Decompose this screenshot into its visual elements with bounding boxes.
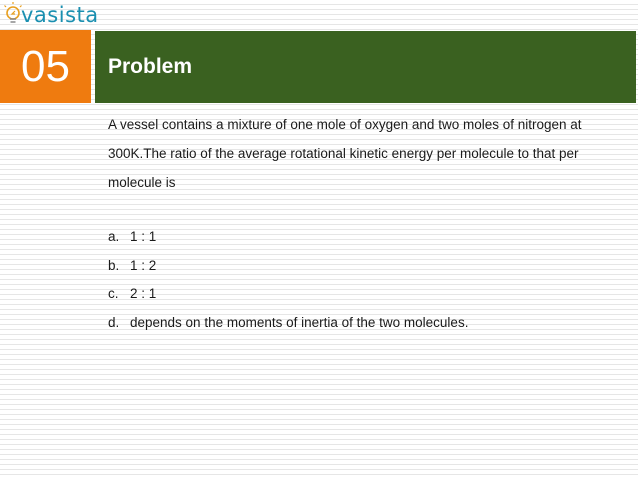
option-label: b.	[108, 257, 120, 273]
section-title-bar	[95, 31, 636, 103]
option-text: 2 : 1	[130, 286, 157, 301]
option-d	[108, 309, 623, 338]
option-text: 1 : 2	[130, 257, 157, 273]
option-a	[108, 223, 623, 252]
section-number: 05	[21, 41, 70, 91]
option-text: 1 : 1	[130, 229, 157, 244]
option-label: a.	[108, 229, 120, 244]
brand-name: vasista	[21, 3, 99, 27]
question-text: A vessel contains a mixture of one mole of oxygen and two moles of nitrogen at 300K.The ratio of the average rotational kinetic energy per molecule to that per molecule is	[108, 117, 582, 190]
option-c	[108, 280, 623, 309]
section-title: Problem	[108, 55, 193, 78]
option-b	[108, 252, 623, 281]
option-label: d.	[108, 314, 120, 330]
option-label: c.	[108, 286, 119, 301]
option-text: depends on the moments of inertia of the two molecules.	[130, 314, 469, 330]
options-list	[108, 223, 623, 337]
section-number-box	[0, 30, 91, 103]
lightbulb-icon	[4, 2, 22, 30]
brand-logo	[4, 2, 99, 30]
